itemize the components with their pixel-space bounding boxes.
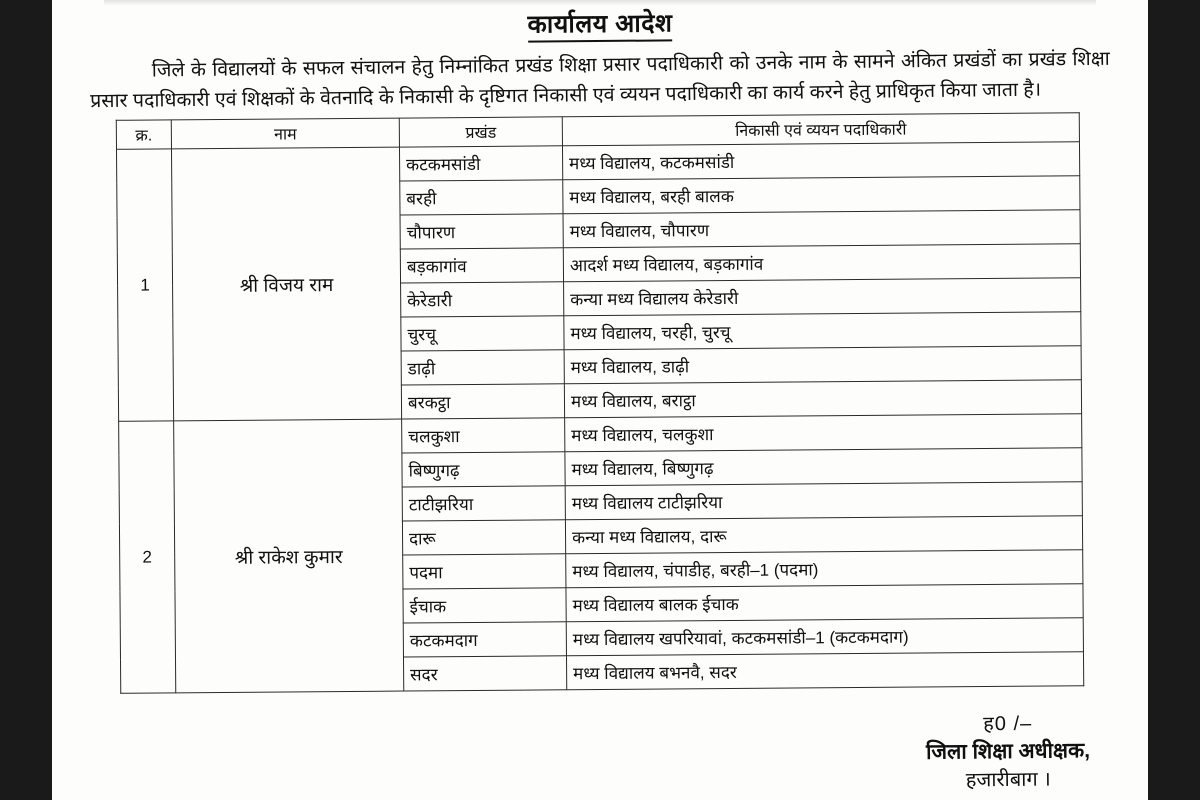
column-header-sno: क्र.	[116, 120, 171, 149]
cell-block: बरही	[400, 180, 563, 215]
column-header-office: निकासी एवं व्ययन पदाधिकारी	[562, 113, 1079, 146]
photo-right-border	[1148, 0, 1200, 800]
cell-office: मध्य विद्यालय, चंपाडीह, बरही–1 (पदमा)	[566, 550, 1083, 588]
signature-place: हजारीबाग ।	[965, 768, 1051, 792]
cell-officer-name: श्री राकेश कुमार	[174, 419, 404, 693]
cell-block: बिष्णुगढ़	[402, 452, 565, 487]
signature-block	[926, 709, 1091, 795]
order-table-wrapper	[116, 112, 1084, 694]
signature-designation: जिला शिक्षा अधीक्षक,	[925, 739, 1091, 764]
cell-block: ईचाक	[403, 588, 566, 623]
cell-block: चलकुशा	[402, 418, 565, 453]
cell-block: कटकमदाग	[403, 622, 566, 657]
cell-office: मध्य विद्यालय बभनवै, सदर	[566, 652, 1083, 690]
cell-office: मध्य विद्यालय, चलकुशा	[565, 414, 1082, 452]
cell-block: कटकमसांडी	[399, 146, 562, 181]
cell-office: आदर्श मध्य विद्यालय, बड़कागांव	[563, 244, 1080, 282]
cell-block: बड़कागांव	[400, 248, 563, 283]
signature-mark: ह0 /–	[983, 712, 1033, 736]
column-header-block: प्रखंड	[399, 117, 562, 147]
cell-block: दारू	[402, 520, 565, 555]
order-body-paragraph	[90, 44, 1111, 116]
table-body	[116, 142, 1083, 694]
cell-office: मध्य विद्यालय बालक ईचाक	[566, 584, 1083, 622]
cell-block: टाटीझरिया	[402, 486, 565, 521]
cell-office: मध्य विद्यालय, डाढ़ी	[564, 346, 1081, 384]
cell-office: कन्या मध्य विद्यालय, दारू	[565, 516, 1082, 554]
cell-office: कन्या मध्य विद्यालय केरेडारी	[564, 278, 1081, 316]
page-title	[52, 0, 1148, 45]
page-title-text: कार्यालय आदेश	[527, 9, 672, 42]
cell-office: मध्य विद्यालय, कटकमसांडी	[562, 142, 1079, 180]
cell-sno: 1	[116, 149, 173, 421]
document-sheet	[52, 0, 1148, 800]
cell-block: बरकट्ठा	[401, 384, 564, 419]
cell-sno: 2	[119, 421, 176, 693]
cell-office: मध्य विद्यालय, बिष्णुगढ़	[565, 448, 1082, 486]
column-header-name: नाम	[171, 118, 399, 149]
cell-block: सदर	[403, 656, 566, 691]
cell-officer-name: श्री विजय राम	[171, 147, 401, 421]
cell-block: केरेडारी	[401, 282, 564, 317]
cell-office: मध्य विद्यालय, चरही, चुरचू	[564, 312, 1081, 350]
cell-block: चौपारण	[400, 214, 563, 249]
cell-office: मध्य विद्यालय, बरही बालक	[563, 176, 1080, 214]
photo-left-border	[0, 0, 52, 800]
cell-office: मध्य विद्यालय, चौपारण	[563, 210, 1080, 248]
order-body-text: जिले के विद्यालयों के सफल संचालन हेतु निम्नांकित प्रखंड शिक्षा प्रसार पदाधिकारी को उनके नाम के सामने अंकित प्रखंडों का प्रखंड शिक्षा प्रसार पदाधिकारी एवं शिक्षकों के वेतनादि के निकासी के दृष्टिगत निकासी एवं व्ययन पदाधिकारी का कार्य करने हेतु प्राधिकृत किया जाता है।	[90, 47, 1110, 113]
cell-block: पदमा	[403, 554, 566, 589]
cell-block: डाढ़ी	[401, 350, 564, 385]
cell-office: मध्य विद्यालय, बराट्ठा	[564, 380, 1081, 418]
paragraph-indent	[90, 76, 152, 77]
cell-office: मध्य विद्यालय खपरियावां, कटकमसांडी–1 (कटकमदाग)	[566, 618, 1083, 656]
cell-block: चुरचू	[401, 316, 564, 351]
order-table	[116, 112, 1084, 694]
cell-office: मध्य विद्यालय टाटीझरिया	[565, 482, 1082, 520]
